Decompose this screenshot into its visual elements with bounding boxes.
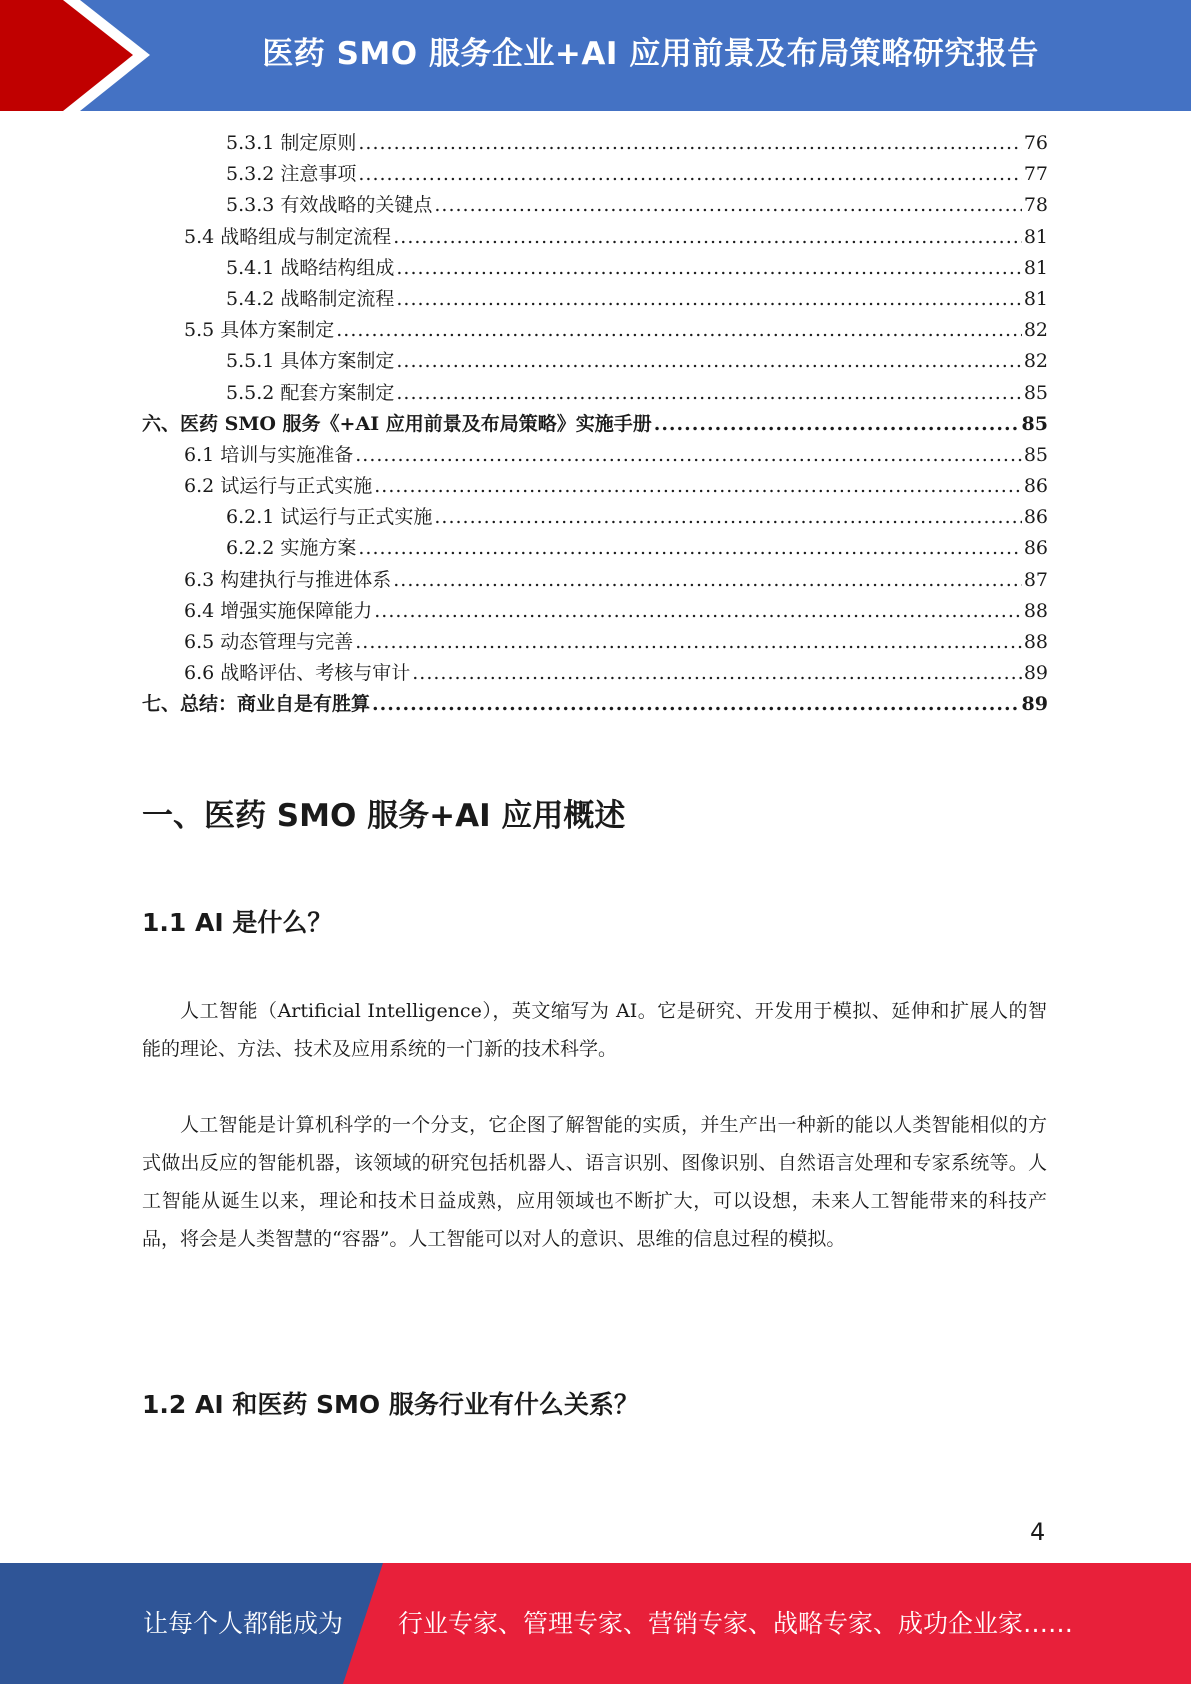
toc-entry-title: 5.3.2 注意事项 — [226, 163, 357, 186]
toc-entry-title: 5.3.1 制定原则 — [226, 132, 357, 154]
toc-entry[interactable] — [142, 689, 1048, 720]
toc-entry-page: 86 — [1023, 537, 1048, 560]
page-footer — [0, 1563, 1191, 1684]
paragraph-1: 人工智能（Artificial Intelligence），英文缩写为 AI。它是研究、开发用于模拟、延伸和扩展人的智能的理论、方法、技术及应用系统的一门新的技术科学。 — [142, 1000, 1047, 1060]
toc-dot-leader — [434, 502, 1021, 533]
toc-entry-title: 6.3 构建执行与推进体系 — [184, 568, 392, 591]
toc-entry-title: 5.5.1 具体方案制定 — [226, 350, 395, 373]
subsection-heading-1-1: 1.1 AI 是什么？ — [142, 908, 333, 937]
toc-entry-page: 76 — [1023, 132, 1048, 154]
toc-entry-title: 6.1 培训与实施准备 — [184, 443, 354, 466]
header-title: 医药 SMO 服务企业+AI 应用前景及布局策略研究报告 — [262, 35, 1039, 72]
toc-entry[interactable] — [142, 658, 1048, 689]
toc-entry-page: 82 — [1023, 350, 1048, 373]
toc-entry-title: 6.2.1 试运行与正式实施 — [226, 506, 433, 529]
toc-entry[interactable] — [142, 159, 1048, 190]
toc-entry-page: 85 — [1021, 412, 1048, 435]
toc-dot-leader — [393, 222, 1022, 253]
toc-entry-title: 6.5 动态管理与完善 — [184, 631, 354, 653]
toc-entry-page: 81 — [1023, 287, 1048, 310]
toc-entry[interactable] — [142, 128, 1048, 159]
toc-entry-page: 89 — [1021, 693, 1048, 716]
toc-entry[interactable] — [142, 440, 1048, 471]
toc-entry-page: 88 — [1023, 631, 1048, 653]
toc-entry[interactable] — [142, 502, 1048, 533]
toc-dot-leader — [412, 658, 1022, 689]
footer-slogan-right: 行业专家、管理专家、营销专家、战略专家、成功企业家…… — [398, 1609, 1074, 1638]
toc-entry[interactable] — [142, 627, 1048, 658]
toc-entry-title: 5.5.2 配套方案制定 — [226, 381, 395, 404]
toc-entry-title: 七、总结：商业自是有胜算 — [142, 693, 371, 716]
toc-dot-leader — [358, 159, 1021, 190]
page-header — [0, 0, 1191, 111]
toc-dot-leader — [654, 409, 1020, 440]
toc-entry-page: 82 — [1023, 319, 1048, 342]
toc-dot-leader — [374, 596, 1022, 627]
toc-entry[interactable] — [142, 533, 1048, 564]
table-of-contents — [142, 128, 1048, 721]
toc-entry-title: 5.5 具体方案制定 — [184, 319, 335, 342]
section-heading: 一、医药 SMO 服务+AI 应用概述 — [142, 798, 626, 834]
subsection-heading-1-2: 1.2 AI 和医药 SMO 服务行业有什么关系？ — [142, 1390, 639, 1419]
toc-dot-leader — [374, 471, 1022, 502]
toc-entry[interactable] — [142, 284, 1048, 315]
toc-entry[interactable] — [142, 378, 1048, 409]
toc-entry[interactable] — [142, 222, 1048, 253]
toc-dot-leader — [372, 689, 1020, 720]
page-number: 4 — [1030, 1518, 1046, 1546]
toc-entry-title: 5.4 战略组成与制定流程 — [184, 225, 392, 248]
toc-entry-page: 85 — [1023, 443, 1048, 466]
toc-dot-leader — [336, 315, 1022, 346]
toc-dot-leader — [355, 440, 1022, 471]
toc-entry-page: 88 — [1023, 599, 1048, 622]
toc-entry-page: 85 — [1023, 381, 1048, 404]
toc-dot-leader — [434, 190, 1021, 221]
toc-entry[interactable] — [142, 471, 1048, 502]
toc-dot-leader — [396, 346, 1021, 377]
toc-entry-page: 86 — [1023, 475, 1048, 498]
toc-entry-page: 77 — [1023, 163, 1048, 186]
toc-entry-title: 5.4.2 战略制定流程 — [226, 287, 395, 310]
toc-entry-page: 89 — [1023, 662, 1048, 685]
toc-entry[interactable] — [142, 409, 1048, 440]
toc-entry-title: 5.4.1 战略结构组成 — [226, 256, 395, 279]
toc-entry-title: 6.4 增强实施保障能力 — [184, 599, 373, 622]
toc-dot-leader — [396, 284, 1021, 315]
toc-entry-page: 78 — [1023, 194, 1048, 217]
toc-entry[interactable] — [142, 596, 1048, 627]
toc-entry-page: 81 — [1023, 256, 1048, 279]
toc-entry-title: 六、医药 SMO 服务《+AI 应用前景及布局策略》实施手册 — [142, 412, 652, 435]
paragraph-2: 人工智能是计算机科学的一个分支，它企图了解智能的实质，并生产出一种新的能以人类智能相似的方式做出反应的智能机器，该领域的研究包括机器人、语言识别、图像识别、自然语言处理和专家系统等。人工智能从诞生以来，理论和技术日益成熟，应用领域也不断扩大，可以设想，未来人工智能带来的科技产品，将会是人类智慧的“容器”。人工智能可以对人的意识、思维的信息过程的模拟。 — [142, 1114, 1047, 1250]
toc-dot-leader — [355, 627, 1022, 658]
toc-entry[interactable] — [142, 315, 1048, 346]
toc-entry[interactable] — [142, 190, 1048, 221]
toc-dot-leader — [396, 253, 1021, 284]
footer-slogan-left: 让每个人都能成为 — [143, 1609, 344, 1638]
toc-entry[interactable] — [142, 565, 1048, 596]
toc-dot-leader — [358, 128, 1021, 159]
toc-entry-page: 87 — [1023, 568, 1048, 591]
toc-dot-leader — [358, 533, 1021, 564]
toc-entry-title: 6.6 战略评估、考核与审计 — [184, 662, 411, 685]
toc-entry-title: 6.2 试运行与正式实施 — [184, 475, 373, 498]
toc-dot-leader — [393, 565, 1022, 596]
toc-entry[interactable] — [142, 253, 1048, 284]
toc-entry-title: 5.3.3 有效战略的关键点 — [226, 194, 433, 217]
toc-entry[interactable] — [142, 346, 1048, 377]
toc-entry-page: 86 — [1023, 506, 1048, 529]
toc-entry-title: 6.2.2 实施方案 — [226, 537, 357, 560]
toc-entry-page: 81 — [1023, 225, 1048, 248]
toc-dot-leader — [396, 378, 1021, 409]
